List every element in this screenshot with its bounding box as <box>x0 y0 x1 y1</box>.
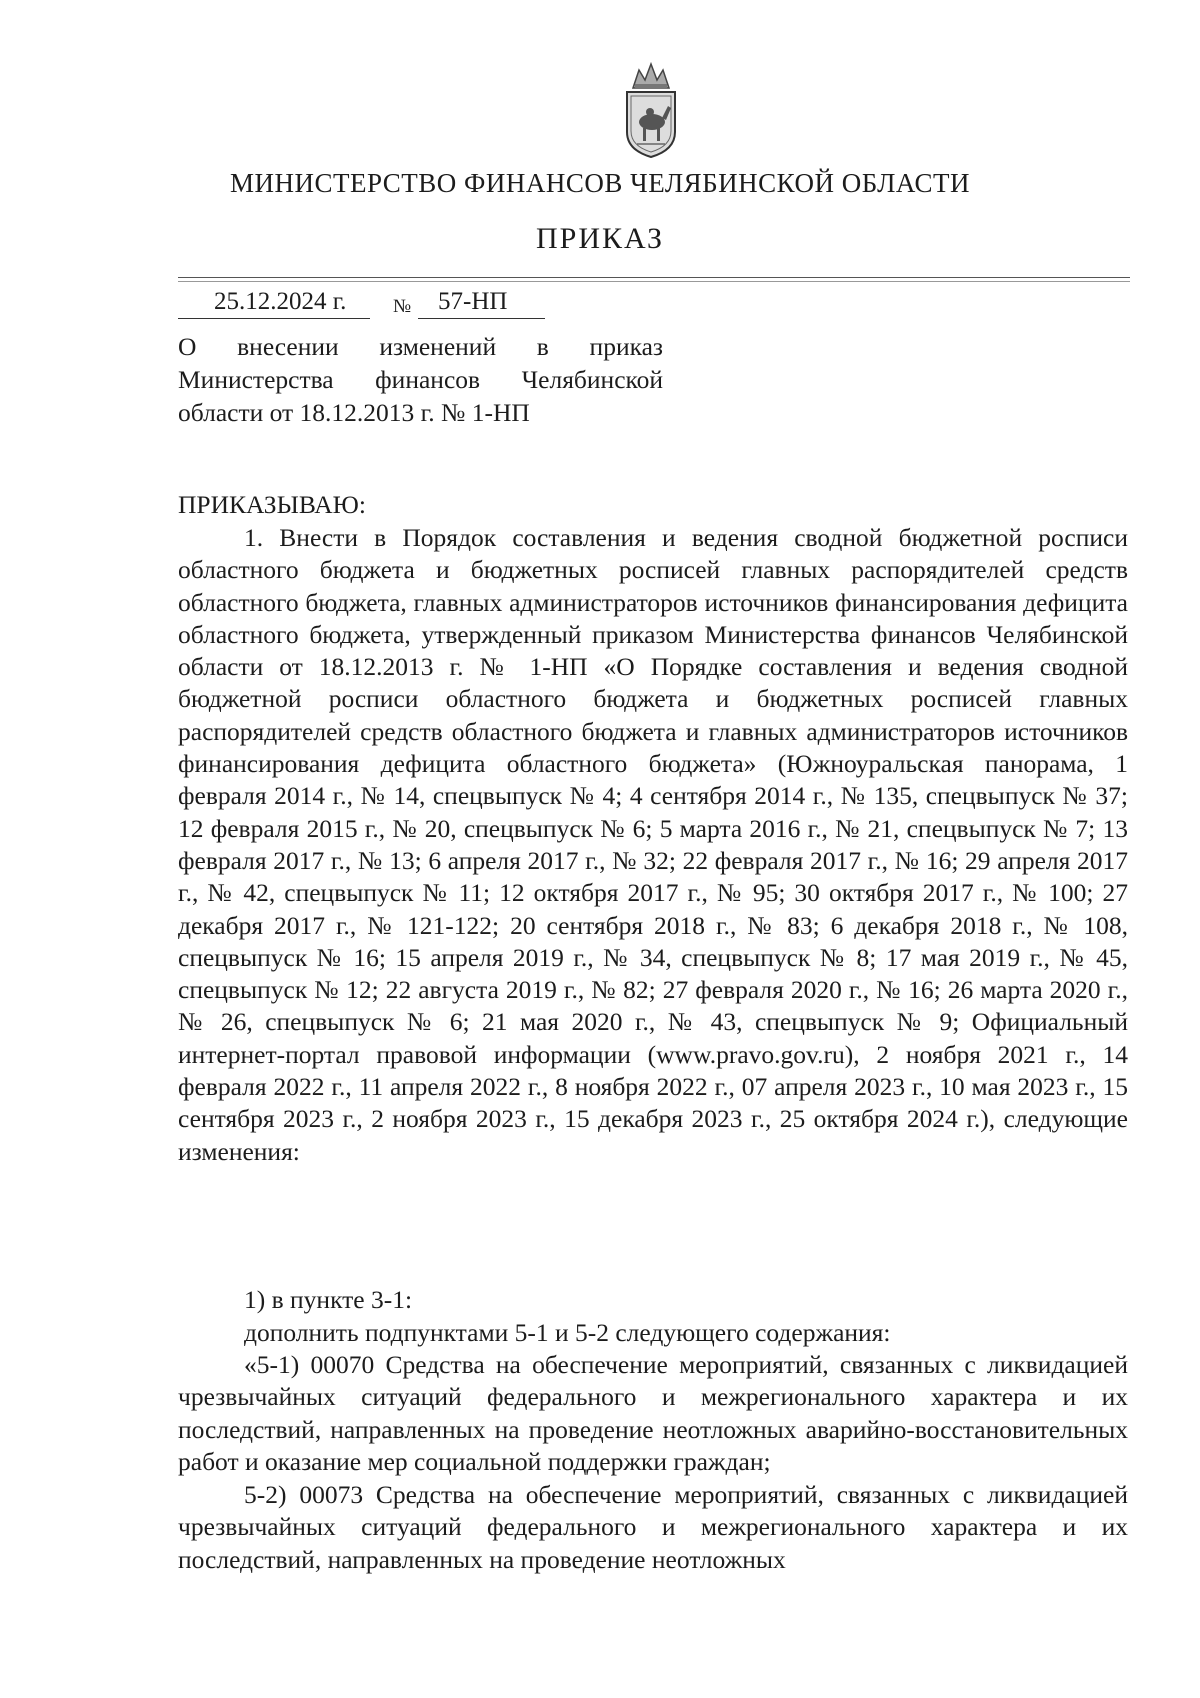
header-divider-thin <box>178 281 1130 282</box>
number-sign: № <box>393 296 412 317</box>
order-number: 57-НП <box>438 288 508 315</box>
order-subject: О внесении изменений в приказ Министерства финансов Челябинской области от 18.12.2013 г. № 1-НП <box>178 332 663 427</box>
paragraph-4: «5-1) 00070 Средства на обеспечение мероприятий, связанных с ликвидацией чрезвычайных ситуаций федерального и межрегионального характера и их последствий, направленных на проведение неотложных аварийно-восстановительных работ и оказание мер социальной поддержки граждан; <box>178 1350 1128 1476</box>
number-underline <box>418 318 545 319</box>
order-date: 25.12.2024 г. <box>214 288 347 315</box>
paragraph-2: 1) в пункте 3-1: <box>244 1285 413 1314</box>
header-divider <box>178 277 1130 278</box>
ministry-name: МИНИСТЕРСТВО ФИНАНСОВ ЧЕЛЯБИНСКОЙ ОБЛАСТИ <box>229 168 971 198</box>
paragraph-5: 5-2) 00073 Средства на обеспечение мероприятий, связанных с ликвидацией чрезвычайных ситуаций федерального и межрегионального характера и их последствий, направленных на проведение неотложных <box>178 1480 1128 1574</box>
paragraph-1: 1. Внести в Порядок составления и ведения сводной бюджетной росписи областного бюджета и бюджетных росписей главных распорядителей средств областного бюджета, главных администраторов источников финансирования дефицита областного бюджета, утвержденный приказом Министерства финансов Челябинской области от 18.12.2013 г. № 1-НП «О Порядке составления и ведения сводной бюджетной росписи областного бюджета и бюджетных росписей главных распорядителей средств областного бюджета и главных администраторов источников финансирования дефицита областного бюджета» (Южноуральская панорама, 1 февраля 2014 г., № 14, спецвыпуск № 4; 4 сентября 2014 г., № 135, спецвыпуск № 37; 12 февраля 2015 г., № 20, спецвыпуск № 6; 5 марта 2016 г., № 21, спецвыпуск № 7; 13 февраля 2017 г., № 13; 6 апреля 2017 г., № 32; 22 февраля 2017 г., № 16; 29 апреля 2017 г., № 42, спецвыпуск № 11; 12 октября 2017 г., № 95; 30 октября 2017 г., № 100; 27 декабря 2017 г., № 121-122; 20 сентября 2018 г., № 83; 6 декабря 2018 г., № 108, спецвыпуск № 16; 15 апреля 2019 г., № 34, спецвыпуск № 8; 17 мая 2019 г., № 45, спецвыпуск № 12; 22 августа 2019 г., № 82; 27 февраля 2020 г., № 16; 26 марта 2020 г., № 26, спецвыпуск № 6; 21 мая 2020 г., № 43, спецвыпуск № 9; Официальный интернет-портал правовой информации (www.pravo.gov.ru), 2 ноября 2021 г., 14 февраля 2022 г., 11 апреля 2022 г., 8 ноября 2022 г., 07 апреля 2023 г., 10 мая 2023 г., 15 сентября 2023 г., 2 ноября 2023 г., 15 декабря 2023 г., 25 октября 2024 г.), следующие изменения: <box>178 523 1128 1166</box>
document-type-title: ПРИКАЗ <box>536 222 664 255</box>
paragraph-3: дополнить подпунктами 5-1 и 5-2 следующего содержания: <box>244 1318 891 1347</box>
coat-of-arms-icon <box>619 60 683 160</box>
date-underline <box>178 318 370 319</box>
order-directive: ПРИКАЗЫВАЮ: <box>178 490 366 519</box>
